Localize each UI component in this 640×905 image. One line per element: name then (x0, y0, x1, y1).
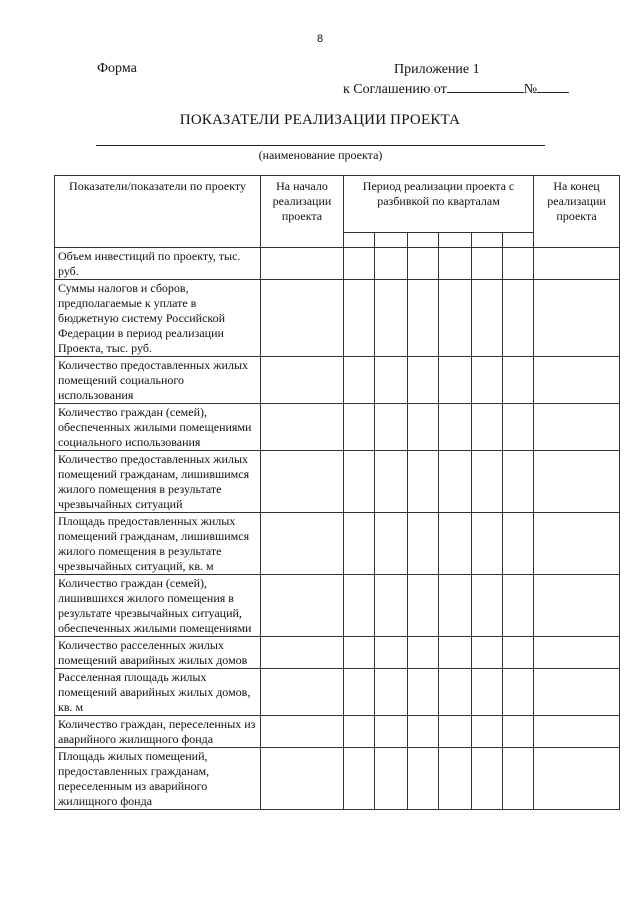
quarter-value-cell[interactable] (503, 669, 534, 716)
quarter-value-cell[interactable] (439, 669, 472, 716)
table-row (55, 513, 620, 575)
indicator-label: Площадь жилых помещений, предоставленных гражданам, переселенным из аварийного жилищного фонда (55, 748, 261, 810)
quarter-value-cell[interactable] (472, 404, 503, 451)
quarter-value-cell[interactable] (439, 748, 472, 810)
quarter-value-cell[interactable] (344, 716, 375, 748)
quarter-value-cell[interactable] (439, 248, 472, 280)
table-row (55, 248, 620, 280)
end-value-cell[interactable] (534, 575, 620, 637)
start-value-cell[interactable] (261, 716, 344, 748)
col-header-start: На начало реализации проекта (261, 176, 344, 248)
quarter-value-cell[interactable] (375, 451, 408, 513)
start-value-cell[interactable] (261, 513, 344, 575)
quarter-value-cell[interactable] (439, 575, 472, 637)
quarter-value-cell[interactable] (503, 575, 534, 637)
table-row (55, 280, 620, 357)
start-value-cell[interactable] (261, 357, 344, 404)
quarter-value-cell[interactable] (503, 451, 534, 513)
quarter-value-cell[interactable] (375, 513, 408, 575)
quarter-value-cell[interactable] (439, 513, 472, 575)
quarter-value-cell[interactable] (503, 748, 534, 810)
col-header-period: Период реализации проекта с разбивкой по кварталам (344, 176, 534, 233)
end-value-cell[interactable] (534, 748, 620, 810)
quarter-value-cell[interactable] (344, 669, 375, 716)
quarter-value-cell[interactable] (344, 748, 375, 810)
indicator-label: Суммы налогов и сборов, предполагаемые к уплате в бюджетную систему Российской Федерации в период реализации Проекта, тыс. руб. (55, 280, 261, 357)
agreement-line (343, 78, 569, 98)
quarter-value-cell[interactable] (408, 357, 439, 404)
quarter-value-cell[interactable] (503, 637, 534, 669)
quarter-cell (408, 233, 439, 248)
start-value-cell[interactable] (261, 280, 344, 357)
start-value-cell[interactable] (261, 748, 344, 810)
quarter-value-cell[interactable] (344, 357, 375, 404)
quarter-value-cell[interactable] (344, 280, 375, 357)
start-value-cell[interactable] (261, 248, 344, 280)
quarter-value-cell[interactable] (472, 669, 503, 716)
table-body (55, 248, 620, 810)
indicator-label: Количество граждан (семей), лишившихся жилого помещения в результате чрезвычайных ситуаций, обеспеченных жилыми помещениями (55, 575, 261, 637)
quarter-value-cell[interactable] (472, 357, 503, 404)
quarter-value-cell[interactable] (472, 637, 503, 669)
table-row (55, 669, 620, 716)
form-label: Форма (97, 61, 137, 76)
quarter-value-cell[interactable] (408, 669, 439, 716)
quarter-value-cell[interactable] (344, 451, 375, 513)
quarter-value-cell[interactable] (503, 716, 534, 748)
table-row (55, 637, 620, 669)
start-value-cell[interactable] (261, 637, 344, 669)
quarter-value-cell[interactable] (439, 280, 472, 357)
quarter-value-cell[interactable] (408, 451, 439, 513)
quarter-cell (472, 233, 503, 248)
indicator-label: Количество граждан, переселенных из аварийного жилищного фонда (55, 716, 261, 748)
quarter-value-cell[interactable] (439, 716, 472, 748)
quarter-value-cell[interactable] (439, 637, 472, 669)
quarter-value-cell[interactable] (408, 404, 439, 451)
quarter-value-cell[interactable] (375, 404, 408, 451)
table-row (55, 451, 620, 513)
quarter-value-cell[interactable] (472, 513, 503, 575)
end-value-cell[interactable] (534, 357, 620, 404)
end-value-cell[interactable] (534, 669, 620, 716)
quarter-value-cell[interactable] (503, 248, 534, 280)
quarter-value-cell[interactable] (472, 716, 503, 748)
quarter-value-cell[interactable] (472, 748, 503, 810)
quarter-value-cell[interactable] (375, 637, 408, 669)
table-row (55, 748, 620, 810)
quarter-value-cell[interactable] (439, 404, 472, 451)
quarter-value-cell[interactable] (375, 669, 408, 716)
quarter-value-cell[interactable] (375, 248, 408, 280)
quarter-value-cell[interactable] (408, 716, 439, 748)
quarter-value-cell[interactable] (375, 716, 408, 748)
quarter-value-cell[interactable] (375, 357, 408, 404)
start-value-cell[interactable] (261, 669, 344, 716)
start-value-cell[interactable] (261, 404, 344, 451)
end-value-cell[interactable] (534, 248, 620, 280)
quarter-value-cell[interactable] (375, 280, 408, 357)
col-header-end: На конец реализации проекта (534, 176, 620, 248)
col-header-indicators: Показатели/показатели по проекту (55, 176, 261, 248)
quarter-value-cell[interactable] (439, 451, 472, 513)
quarter-cell (439, 233, 472, 248)
end-value-cell[interactable] (534, 451, 620, 513)
quarter-cell (344, 233, 375, 248)
quarter-value-cell[interactable] (408, 637, 439, 669)
appendix-label: Приложение 1 (394, 62, 480, 77)
quarter-value-cell[interactable] (344, 575, 375, 637)
indicator-label: Количество граждан (семей), обеспеченных жилыми помещениями социального использования (55, 404, 261, 451)
quarter-value-cell[interactable] (344, 404, 375, 451)
quarter-cell (503, 233, 534, 248)
quarter-value-cell[interactable] (472, 248, 503, 280)
end-value-cell[interactable] (534, 280, 620, 357)
agreement-number-blank[interactable] (537, 78, 569, 93)
end-value-cell[interactable] (534, 513, 620, 575)
end-value-cell[interactable] (534, 404, 620, 451)
indicator-label: Расселенная площадь жилых помещений аварийных жилых домов, кв. м (55, 669, 261, 716)
quarter-value-cell[interactable] (439, 357, 472, 404)
quarter-value-cell[interactable] (344, 513, 375, 575)
indicator-label: Количество предоставленных жилых помещений социального использования (55, 357, 261, 404)
indicator-label: Объем инвестиций по проекту, тыс. руб. (55, 248, 261, 280)
start-value-cell[interactable] (261, 575, 344, 637)
indicators-table (54, 175, 620, 810)
document-title: ПОКАЗАТЕЛИ РЕАЛИЗАЦИИ ПРОЕКТА (179, 112, 461, 128)
quarter-value-cell[interactable] (472, 280, 503, 357)
quarter-value-cell[interactable] (344, 248, 375, 280)
end-value-cell[interactable] (534, 716, 620, 748)
quarter-value-cell[interactable] (408, 748, 439, 810)
quarter-value-cell[interactable] (503, 357, 534, 404)
indicator-label: Количество расселенных жилых помещений аварийных жилых домов (55, 637, 261, 669)
quarter-value-cell[interactable] (375, 748, 408, 810)
quarter-value-cell[interactable] (408, 575, 439, 637)
quarter-value-cell[interactable] (408, 280, 439, 357)
quarter-value-cell[interactable] (375, 575, 408, 637)
quarter-value-cell[interactable] (408, 248, 439, 280)
quarter-cell (375, 233, 408, 248)
quarter-value-cell[interactable] (503, 404, 534, 451)
page-number: 8 (316, 33, 324, 45)
quarter-value-cell[interactable] (472, 451, 503, 513)
number-sign: № (523, 82, 538, 97)
table-row (55, 404, 620, 451)
table-header-row (55, 176, 620, 233)
agreement-prefix: к Соглашению от (343, 82, 447, 97)
start-value-cell[interactable] (261, 451, 344, 513)
quarter-value-cell[interactable] (408, 513, 439, 575)
indicator-label: Площадь предоставленных жилых помещений гражданам, лишившимся жилого помещения в результате чрезвычайных ситуаций, кв. м (55, 513, 261, 575)
project-name-line[interactable] (96, 145, 545, 146)
project-name-caption: (наименование проекта) (258, 148, 383, 162)
agreement-date-blank[interactable] (447, 78, 524, 93)
table-row (55, 357, 620, 404)
end-value-cell[interactable] (534, 637, 620, 669)
quarter-value-cell[interactable] (472, 575, 503, 637)
table-row (55, 716, 620, 748)
quarter-value-cell[interactable] (344, 637, 375, 669)
indicator-label: Количество предоставленных жилых помещений гражданам, лишившимся жилого помещения в результате чрезвычайных ситуаций (55, 451, 261, 513)
quarter-value-cell[interactable] (503, 513, 534, 575)
table-row (55, 575, 620, 637)
quarter-value-cell[interactable] (503, 280, 534, 357)
